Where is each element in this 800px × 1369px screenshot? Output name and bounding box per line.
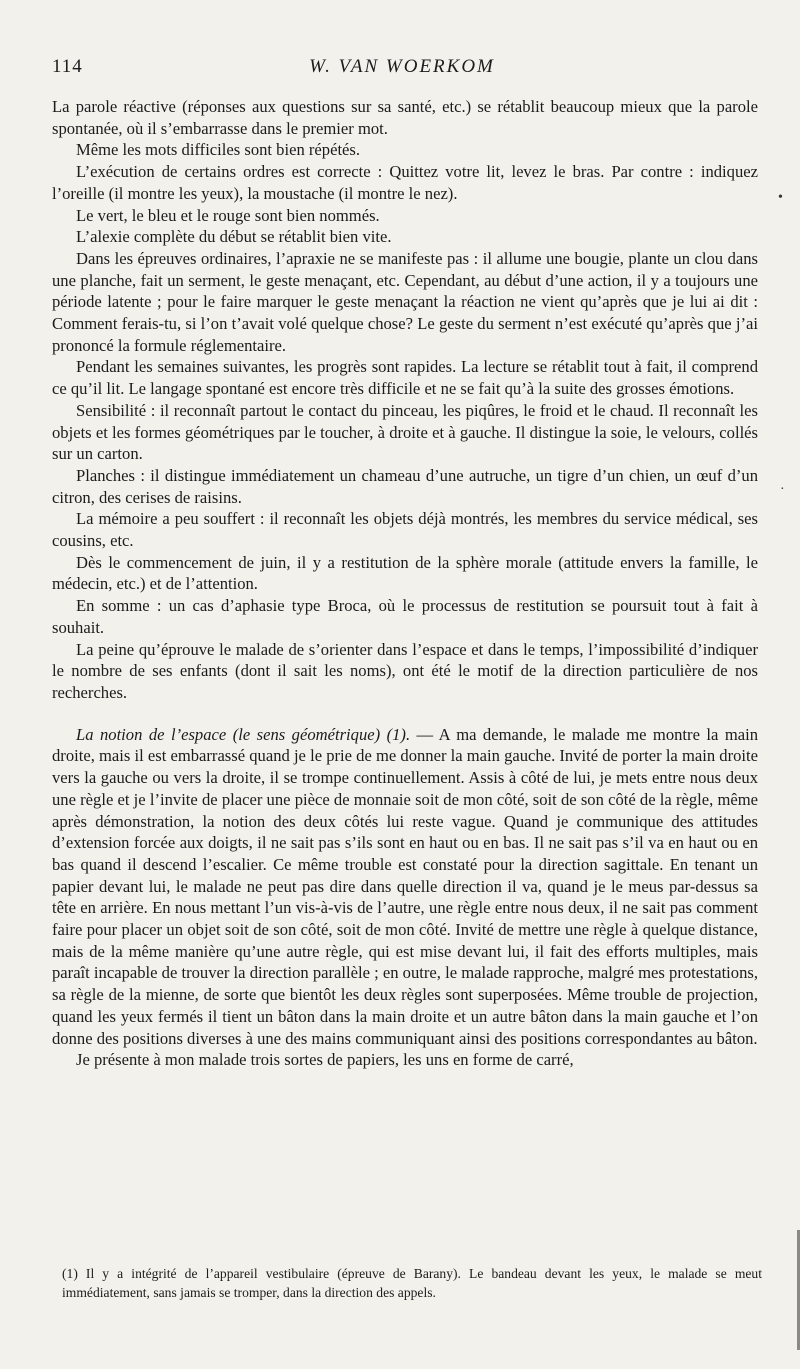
paragraph: La parole réactive (réponses aux questions sur sa santé, etc.) se rétablit beaucoup mieux que la parole spontanée, où il s’embarrasse dans le premier mot. xyxy=(52,97,758,138)
paragraph: La peine qu’éprouve le malade de s’orienter dans l’espace et dans le temps, l’impossibilité d’indiquer le nombre de ses enfants (dont il sait les noms), ont été le motif de la direction particulière de nos recherches. xyxy=(52,639,758,702)
paragraph: En somme : un cas d’aphasie type Broca, où le processus de restitution se poursuit tout à fait à souhait. xyxy=(52,596,758,637)
footnote-area xyxy=(62,1264,762,1302)
paragraph: L’alexie complète du début se rétablit bien vite. xyxy=(76,227,392,247)
paragraph: Sensibilité : il reconnaît partout le contact du pinceau, les piqûres, le froid et le chaud. Il reconnaît les objets et les formes géométriques par le toucher, à droite et à gauche. Il distingue la soie, le velours, collés sur un carton. xyxy=(52,400,758,464)
paragraph: Même les mots difficiles sont bien répétés. xyxy=(76,140,361,160)
paragraph: Dans les épreuves ordinaires, l’apraxie ne se manifeste pas : il allume une bougie, plante un clou dans une planche, fait un serment, le geste menaçant, etc. Cependant, au début d’une action, il y a toujours une période latente ; pour le faire marquer le geste menaçant la réaction ne vient qu’après que je lui ai dit : Comment ferais-tu, si l’on t’avait volé quelque chose? Le geste du serment n’est exécuté qu’après que j’ai prononcé la formule réglementaire. xyxy=(52,248,758,355)
page-number: 114 xyxy=(52,56,83,77)
section-text: — A ma demande, le malade me montre la main droite, mais il est embarrassé quand je le prie de me donner la main gauche. Invité de porter la main droite vers la gauche ou vers la droite, il se trompe continuellement. Assis à côté de lui, je mets entre nous deux une règle et je l’invite de placer une pièce de monnaie soit de mon côté, soit de son côté de la règle, même après démonstration, la notion des deux côtés lui reste vague. Quand je communique des attitudes d’extension forcée aux doigts, il ne sait pas s’ils sont en haut ou en bas. Il ne sait pas s’il va en haut ou en bas quand il descend l’escalier. Ce même trouble est constaté pour la direction sagittale. En tenant un papier devant lui, le malade ne peut pas dire dans quelle direction il va, quand je le meus par-dessus sa tête en arrière. En nous mettant l’un vis-à-vis de l’autre, une règle entre nous deux, il ne sait pas comment faire pour placer un objet soit de son côté, soit de mon côté. Invité de mettre une règle à quelque distance, mais de la même manière qu’une autre règle, qui est mise devant lui, il fait des efforts multiples, mais paraît incapable de trouver la direction parallèle ; en outre, le malade rapproche, malgré mes protestations, sa règle de la mienne, de sorte que bientôt les deux règles sont superposées. Même trouble de projection, quand les yeux fermés il tient un bâton dans la main droite et un autre bâton dans la main gauche et l’on donne des positions diverses à une des mains communiquant ainsi des positions correspondantes au bâton. xyxy=(52,724,758,1048)
running-title: W. VAN WOERKOM xyxy=(309,56,495,77)
paragraph: Je présente à mon malade trois sortes de papiers, les uns en forme de carré, xyxy=(76,1050,574,1070)
section-paragraph xyxy=(52,724,758,1050)
paragraph: Pendant les semaines suivantes, les progrès sont rapides. La lecture se rétablit tout à fait, il comprend ce qu’il lit. Le langage spontané est encore très difficile et ne se fait qu’à la suite des grosses émotions. xyxy=(52,357,758,399)
paragraph: Le vert, le bleu et le rouge sont bien nommés. xyxy=(76,205,380,225)
footnote: (1) Il y a intégrité de l’appareil vestibulaire (épreuve de Barany). Le bandeau devant les yeux, le malade se meut immédiatement, sans jamais se tromper, dans la direction des appels. xyxy=(62,1266,762,1300)
section-title: La notion de l’espace (le sens géométrique) (1). xyxy=(76,724,411,744)
paragraph: L’exécution de certains ordres est correcte : Quittez votre lit, levez le bras. Par contre : indiquez l’oreille (il montre les yeux), la moustache (il montre le nez). xyxy=(52,162,758,203)
body-text xyxy=(52,96,758,1071)
paragraph: Planches : il distingue immédiatement un chameau d’une autruche, un tigre d’un chien, un œuf d’un citron, des cerises de raisins. xyxy=(52,465,758,507)
paragraph: La mémoire a peu souffert : il reconnaît les objets déjà montrés, les membres du service médical, ses cousins, etc. xyxy=(52,509,758,551)
margin-mark: · xyxy=(780,482,785,497)
paragraph: Dès le commencement de juin, il y a restitution de la sphère morale (attitude envers la famille, le médecin, etc.) et de l’attention. xyxy=(52,552,758,594)
margin-mark: • xyxy=(778,190,783,205)
